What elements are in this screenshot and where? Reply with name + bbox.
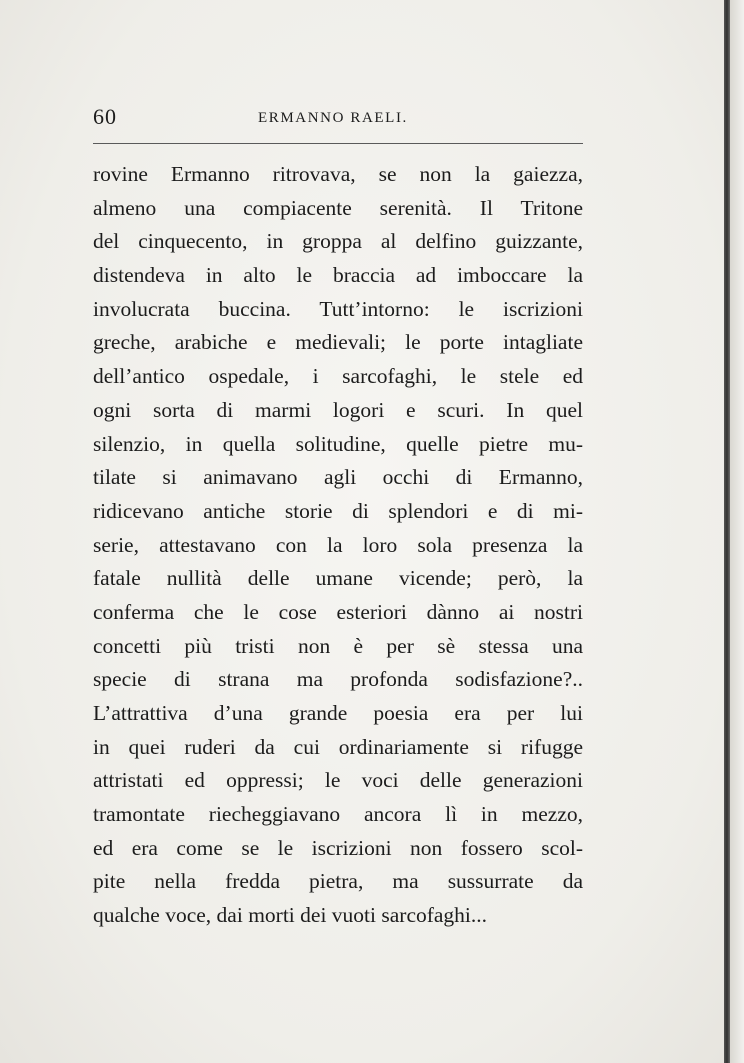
running-title: ERMANNO RAELI. <box>258 110 408 126</box>
text-line: pite nella fredda pietra, ma sussurrate da <box>93 869 583 894</box>
text-line: almeno una compiacente serenità. Il Tritone <box>93 195 583 220</box>
text-line: fatale nullità delle umane vicende; però, la <box>93 566 583 591</box>
text-line: involucrata buccina. Tutt’intorno: le iscrizioni <box>93 296 583 321</box>
header-rule <box>93 143 583 144</box>
text-line: tilate si animavano agli occhi di Ermanno, <box>93 465 583 490</box>
text-line: tramontate riecheggiavano ancora lì in mezzo, <box>93 802 583 827</box>
text-line: ogni sorta di marmi logori e scuri. In quel <box>93 397 583 422</box>
page-number: 60 <box>93 104 117 129</box>
text-line: L’attrattiva d’una grande poesia era per lui <box>93 701 583 725</box>
page-header <box>93 104 583 134</box>
text-line: dell’antico ospedale, i sarcofaghi, le stele ed <box>93 364 583 389</box>
text-line: ridicevano antiche storie di splendori e di mi- <box>93 498 583 523</box>
text-line: concetti più tristi non è per sè stessa una <box>93 633 583 658</box>
text-line: conferma che le cose esteriori dànno ai nostri <box>93 599 583 624</box>
text-line: del cinquecento, in groppa al delfino guizzante, <box>93 229 583 254</box>
body-text <box>93 158 583 933</box>
text-line: ed era come se le iscrizioni non fossero scol- <box>93 835 583 860</box>
text-line: attristati ed oppressi; le voci delle generazioni <box>93 768 583 793</box>
text-line: in quei ruderi da cui ordinariamente si rifugge <box>93 734 583 759</box>
text-line: specie di strana ma profonda sodisfazione?.. <box>93 667 583 692</box>
text-line: qualche voce, dai morti dei vuoti sarcofaghi... <box>93 903 488 928</box>
text-line: rovine Ermanno ritrovava, se non la gaiezza, <box>93 162 583 186</box>
binding-edge <box>724 0 730 1063</box>
text-line: serie, attestavano con la loro sola presenza la <box>93 532 583 557</box>
text-line: silenzio, in quella solitudine, quelle pietre mu- <box>93 431 583 456</box>
text-line: greche, arabiche e medievali; le porte intagliate <box>93 330 583 355</box>
text-line: distendeva in alto le braccia ad imboccare la <box>93 263 583 288</box>
binding-shadow <box>730 0 744 1063</box>
